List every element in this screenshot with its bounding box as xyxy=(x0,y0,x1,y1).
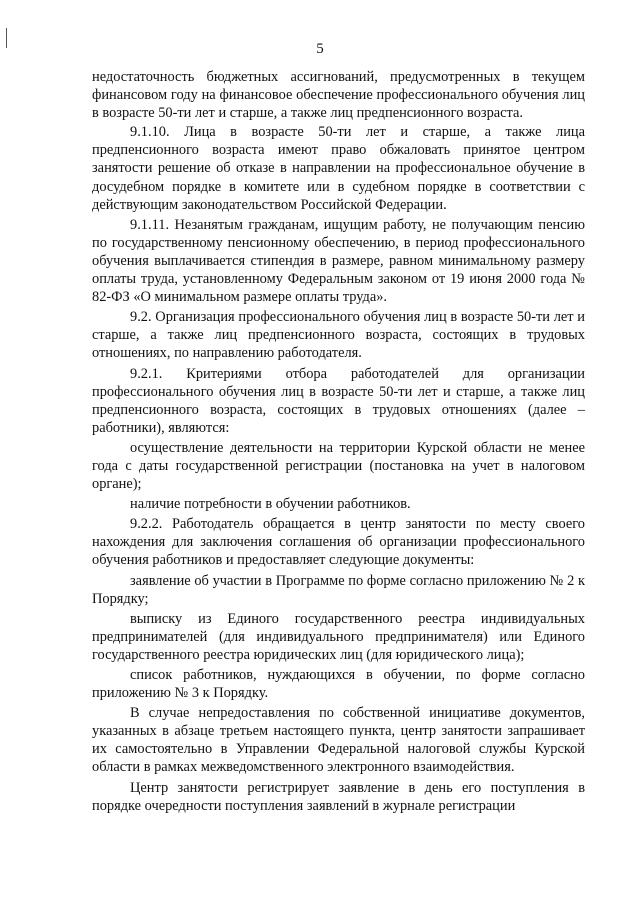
document-application: заявление об участии в Программе по форме согласно приложению № 2 к Порядку; xyxy=(92,572,585,607)
paragraph-documents-request: В случае непредоставления по собственной инициативе документов, указанных в абзаце третьем настоящего пункта, центр занятости запрашивает их самостоятельно в Управлении Федеральной налоговой службы Курской области в рамках межведомственного электронного взаимодействия. xyxy=(92,705,585,776)
paragraph-9-2-1: 9.2.1. Критериями отбора работодателей для организации профессионального обучения лиц в возрасте 50-ти лет и старше, а также лиц предпенсионного возраста, состоящих в трудовых отношениях (далее – работники), являются: xyxy=(92,365,585,436)
criterion-need: наличие потребности в обучении работников. xyxy=(130,496,411,513)
document-body xyxy=(92,68,585,817)
paragraph-9-1-10: 9.1.10. Лица в возрасте 50-ти лет и старше, а также лица предпенсионного возраста имеют право обжаловать принятое центром занятости решение об отказе в направлении на профессиональное обучение в досудебном порядке в комитете или в судебном порядке в соответствии с действующим законодательством Российской Федерации. xyxy=(92,124,585,213)
criterion-activity: осуществление деятельности на территории Курской области не менее года с даты государственной регистрации (постановка на учет в налоговом органе); xyxy=(92,439,585,493)
paragraph-registration: Центр занятости регистрирует заявление в день его поступления в порядке очередности поступления заявлений в журнале регистрации xyxy=(92,779,585,814)
paragraph-9-1-11: 9.1.11. Незанятым гражданам, ищущим работу, не получающим пенсию по государственному пенсионному обеспечению, в период профессионального обучения выплачивается стипендия в размере, равном минимальному размеру оплаты труда, установленному Федеральным законом от 19 июня 2000 года № 82-ФЗ «О минимальном размере оплаты труда». xyxy=(92,216,585,306)
document-registry-extract: выписку из Единого государственного реестра индивидуальных предпринимателей (для индивидуального предпринимателя) или Единого государственного реестра юридических лиц (для юридического лица); xyxy=(92,610,585,663)
page-number: 5 xyxy=(316,41,324,57)
paragraph-continuation: недостаточность бюджетных ассигнований, предусмотренных в текущем финансовом году на финансовое обеспечение профессионального обучения лиц в возрасте 50-ти лет и старше, а также лиц предпенсионного возраста. xyxy=(92,69,585,122)
paragraph-9-2: 9.2. Организация профессионального обучения лиц в возрасте 50-ти лет и старше, а также лиц предпенсионного возраста, состоящих в трудовых отношениях, по направлению работодателя. xyxy=(92,309,585,362)
paragraph-9-2-2: 9.2.2. Работодатель обращается в центр занятости по месту своего нахождения для заключения соглашения об организации профессионального обучения работников и предоставляет следующие документы: xyxy=(92,516,585,569)
document-employee-list: список работников, нуждающихся в обучении, по форме согласно приложению № 3 к Порядку. xyxy=(92,667,585,702)
